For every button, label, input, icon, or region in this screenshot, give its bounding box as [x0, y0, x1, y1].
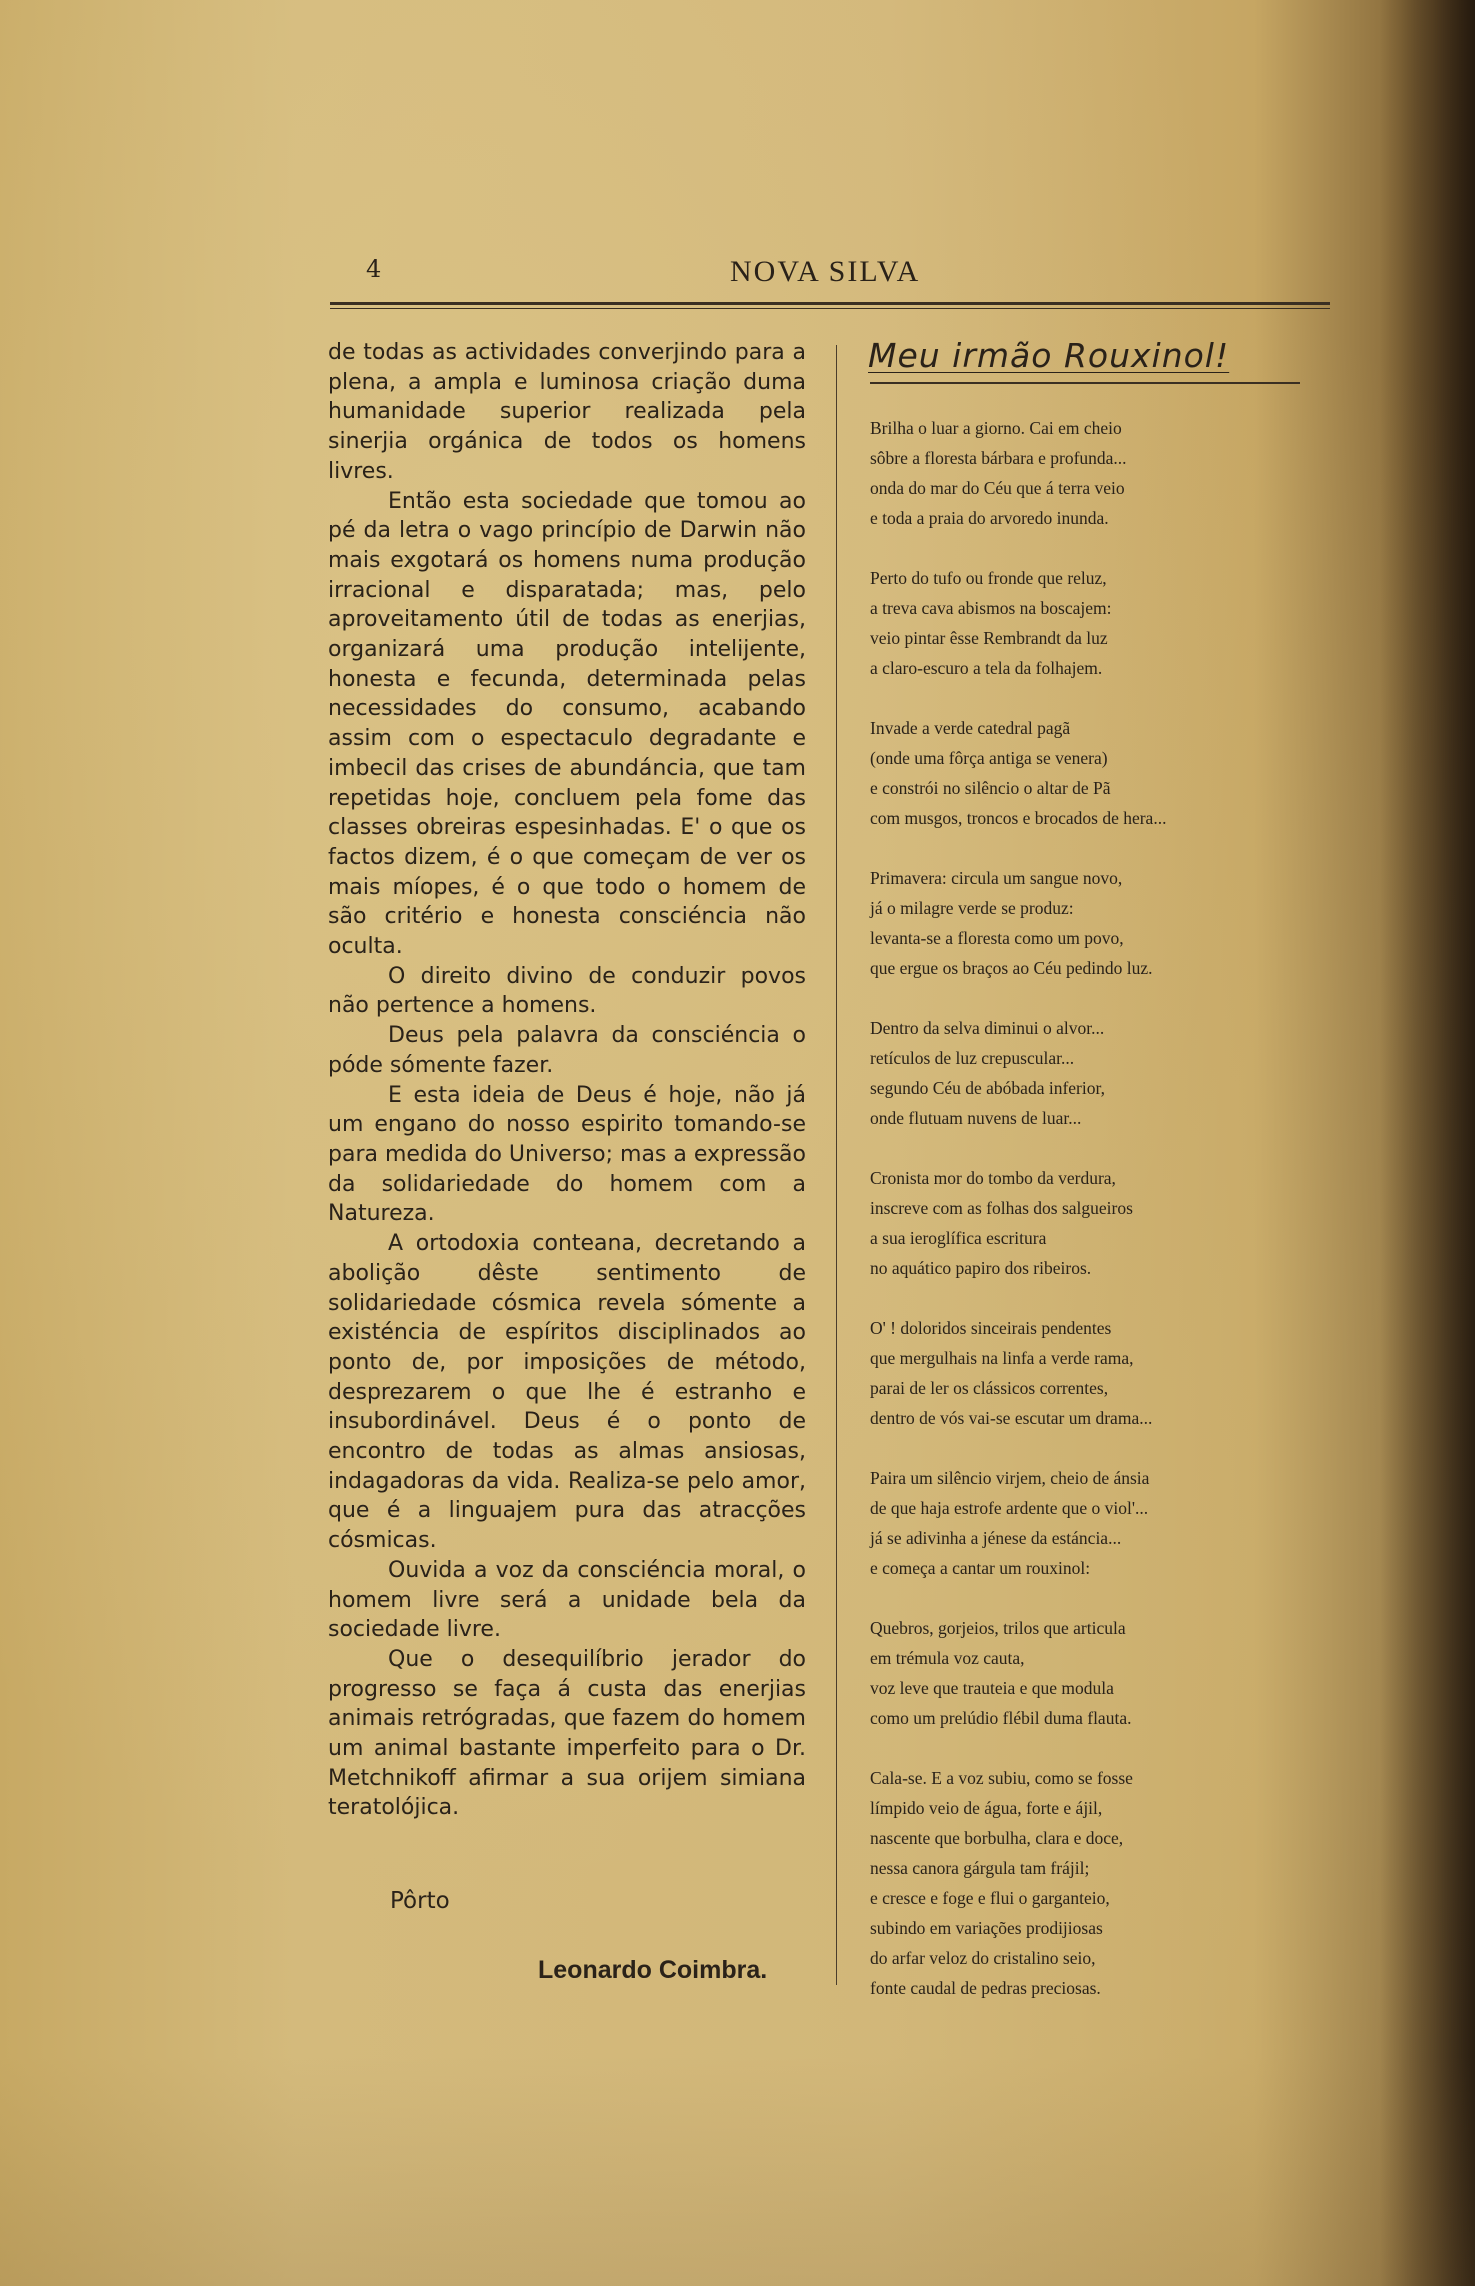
poem-line: dentro de vós vai-se escutar um drama... [870, 1408, 1153, 1428]
essay-paragraph: Ouvida a voz da consciéncia moral, o homem livre será a unidade bela da sociedade livre. [328, 1557, 806, 1643]
poem-line: de que haja estrofe ardente que o viol'... [870, 1498, 1149, 1518]
page-edge-shadow [1380, 0, 1475, 2286]
essay-paragraph: O direito divino de conduzir povos não pertence a homens. [328, 963, 806, 1019]
poem-line: nessa canora gárgula tam frájil; [870, 1858, 1090, 1878]
poem-line: Cala-se. E a voz subiu, como se fosse [870, 1768, 1133, 1788]
poem-line: do arfar veloz do cristalino seio, [870, 1948, 1096, 1968]
author-signature: Leonardo Coimbra. [538, 1956, 768, 1984]
poem-stanza [870, 863, 1300, 983]
page-number: 4 [366, 255, 382, 283]
poem-line: Cronista mor do tombo da verdura, [870, 1168, 1116, 1188]
poem-line: Primavera: circula um sangue novo, [870, 868, 1123, 888]
poem-stanza [870, 1163, 1300, 1283]
poem-line: já o milagre verde se produz: [870, 898, 1074, 918]
poem-line: voz leve que trauteia e que modula [870, 1678, 1114, 1698]
poem-line: límpido veio de água, forte e ájil, [870, 1798, 1103, 1818]
poem-line: a sua ieroglífica escritura [870, 1228, 1047, 1248]
poem-line: fonte caudal de pedras preciosas. [870, 1978, 1101, 1998]
essay-paragraph: Então esta sociedade que tomou ao pé da letra o vago princípio de Darwin não mais exgotará os homens numa produção irracional e disparatada; mas, pelo aproveitamento útil de todas as enerjias, organizará uma produção intelijente, honesta e fecunda, determinada pelas necessidades do consumo, acabando assim com o espectaculo degradante e imbecil das crises de abundáncia, que tam repetidas hoje, concluem pela fome das classes obreiras espesinhadas. E' o que os factos dizem, é o que começam de ver os mais míopes, é o que todo o homem de são critério e honesta consciéncia não oculta. [328, 488, 806, 960]
poem-line: Invade a verde catedral pagã [870, 718, 1071, 738]
poem-stanza [870, 413, 1300, 533]
poem-line: nascente que borbulha, clara e doce, [870, 1828, 1124, 1848]
poem-line: que ergue os braços ao Céu pedindo luz. [870, 958, 1153, 978]
poem-line: O' ! doloridos sinceirais pendentes [870, 1318, 1112, 1338]
essay-paragraph: E esta ideia de Deus é hoje, não já um engano do nosso espirito tomando-se para medida do Universo; mas a expressão da solidariedade do homem com a Natureza. [328, 1082, 806, 1227]
poem-stanza [870, 563, 1300, 683]
poem-title-rule [870, 382, 1300, 384]
essay-paragraph: A ortodoxia conteana, decretando a abolição dêste sentimento de solidariedade cósmica revela sómente a existéncia de espíritos disciplinados ao ponto de, por imposições de método, desprezarem o que lhe é estranho e insubordinável. Deus é o ponto de encontro de todas as almas ansiosas, indagadoras da vida. Realiza-se pelo amor, que é a linguajem pura das atracções cósmicas. [328, 1231, 806, 1554]
poem-line: que mergulhais na linfa a verde rama, [870, 1348, 1134, 1368]
poem-line: subindo em variações prodijiosas [870, 1918, 1103, 1938]
poem-line: e cresce e foge e flui o garganteio, [870, 1888, 1110, 1908]
poem-stanza [870, 1013, 1300, 1133]
poem-stanza [870, 1613, 1300, 1733]
poem-line: retículos de luz crepuscular... [870, 1048, 1075, 1068]
poem-line: Dentro da selva diminui o alvor... [870, 1018, 1105, 1038]
poem-stanza [870, 1463, 1300, 1583]
poem-line: no aquático papiro dos ribeiros. [870, 1258, 1092, 1278]
poem-stanza [870, 1763, 1300, 2003]
poem-stanza [870, 713, 1300, 833]
paper-stain [0, 2055, 1475, 2286]
poem-line: veio pintar êsse Rembrandt da luz [870, 628, 1108, 648]
poem-line: parai de ler os clássicos correntes, [870, 1378, 1109, 1398]
essay-paragraph: de todas as actividades converjindo para a plena, a ampla e luminosa criação duma humanidade superior realizada pela sinerjia orgánica de todos os homens livres. [328, 340, 806, 484]
poem-line: já se adivinha a jénese da estáncia... [870, 1528, 1122, 1548]
poem-line: sôbre a floresta bárbara e profunda... [870, 448, 1127, 468]
poem-column [870, 413, 1300, 2033]
poem-line: a treva cava abismos na boscajem: [870, 598, 1112, 618]
poem-stanza [870, 1313, 1300, 1433]
header-rule [330, 302, 1330, 309]
column-divider [836, 345, 837, 1985]
signoff-place: Pôrto [390, 1888, 450, 1914]
poem-line: a claro-escuro a tela da folhajem. [870, 658, 1103, 678]
essay-paragraph: Deus pela palavra da consciéncia o póde sómente fazer. [328, 1023, 806, 1078]
poem-line: inscreve com as folhas dos salgueiros [870, 1198, 1133, 1218]
poem-title: Meu irmão Rouxinol! [868, 336, 1230, 375]
poem-line: e toda a praia do arvoredo inunda. [870, 508, 1109, 528]
poem-line: (onde uma fôrça antiga se venera) [870, 748, 1108, 768]
poem-line: segundo Céu de abóbada inferior, [870, 1078, 1105, 1098]
poem-line: Brilha o luar a giorno. Cai em cheio [870, 418, 1122, 438]
poem-line: com musgos, troncos e brocados de hera... [870, 808, 1167, 828]
poem-line: e constrói no silêncio o altar de Pã [870, 778, 1111, 798]
poem-line: Paira um silêncio virjem, cheio de ánsia [870, 1468, 1150, 1488]
running-title: NOVA SILVA [730, 255, 921, 288]
essay-paragraph: Que o desequilíbrio jerador do progresso se faça á custa das enerjias animais retrógradas, que fazem do homem um animal bastante imperfeito para o Dr. Metchnikoff afirmar a sua orijem simiana teratolójica. [328, 1646, 806, 1821]
poem-line: como um prelúdio flébil duma flauta. [870, 1708, 1132, 1728]
poem-line: onde flutuam nuvens de luar... [870, 1108, 1082, 1128]
poem-line: Quebros, gorjeios, trilos que articula [870, 1618, 1126, 1638]
poem-line: em trémula voz cauta, [870, 1648, 1025, 1668]
poem-line: e começa a cantar um rouxinol: [870, 1558, 1091, 1578]
poem-line: Perto do tufo ou fronde que reluz, [870, 568, 1107, 588]
poem-line: levanta-se a floresta como um povo, [870, 928, 1124, 948]
page-header [330, 255, 1330, 295]
essay-column [328, 338, 806, 1823]
poem-line: onda do mar do Céu que á terra veio [870, 478, 1125, 498]
